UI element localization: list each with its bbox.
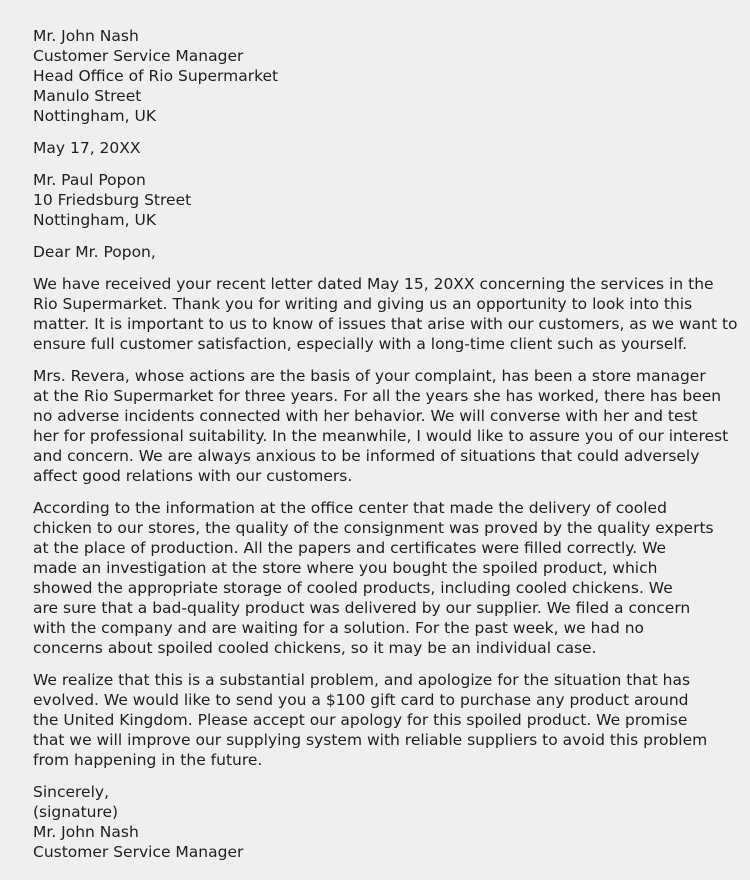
- paragraph-line: concerns about spoiled cooled chickens, so it may be an individual case.: [33, 639, 597, 657]
- body-paragraph-2: [33, 366, 728, 486]
- paragraph-line: no adverse incidents connected with her behavior. We will converse with her and test: [33, 407, 698, 425]
- paragraph-line: matter. It is important to us to know of issues that arise with our customers, as we want to: [33, 315, 738, 333]
- paragraph-line: her for professional suitability. In the meanwhile, I would like to assure you of our interest: [33, 427, 729, 445]
- salutation: Dear Mr. Popon,: [33, 243, 156, 261]
- sender-street: Manulo Street: [33, 87, 142, 105]
- signature-placeholder: (signature): [33, 803, 119, 821]
- paragraph-line: made an investigation at the store where you bought the spoiled product, which: [33, 559, 658, 577]
- letter-date-block: [33, 138, 728, 158]
- paragraph-line: at the Rio Supermarket for three years. For all the years she has worked, there has been: [33, 387, 722, 405]
- paragraph-line: that we will improve our supplying system with reliable suppliers to avoid this problem: [33, 731, 708, 749]
- closing-block: [33, 782, 728, 862]
- body-paragraph-1: [33, 274, 738, 354]
- paragraph-line: are sure that a bad-quality product was delivered by our supplier. We filed a concern: [33, 599, 691, 617]
- paragraph-line: showed the appropriate storage of cooled products, including cooled chickens. We: [33, 579, 673, 597]
- paragraph-line: We have received your recent letter dated May 15, 20XX concerning the services in the: [33, 275, 714, 293]
- sender-city: Nottingham, UK: [33, 107, 156, 125]
- paragraph-line: We realize that this is a substantial problem, and apologize for the situation that has: [33, 671, 691, 689]
- sender-address: [33, 26, 728, 126]
- body-paragraph-3: [33, 498, 728, 658]
- paragraph-line: at the place of production. All the papers and certificates were filled correctly. We: [33, 539, 667, 557]
- paragraph-line: affect good relations with our customers.: [33, 467, 353, 485]
- paragraph-line: According to the information at the office center that made the delivery of cooled: [33, 499, 667, 517]
- paragraph-line: with the company and are waiting for a solution. For the past week, we had no: [33, 619, 645, 637]
- salutation-block: [33, 242, 728, 262]
- paragraph-line: Rio Supermarket. Thank you for writing and giving us an opportunity to look into this: [33, 295, 693, 313]
- letter-date: May 17, 20XX: [33, 139, 141, 157]
- recipient-address: [33, 170, 728, 230]
- recipient-name: Mr. Paul Popon: [33, 171, 146, 189]
- paragraph-line: evolved. We would like to send you a $100 gift card to purchase any product around: [33, 691, 689, 709]
- closing-title: Customer Service Manager: [33, 843, 244, 861]
- closing-name: Mr. John Nash: [33, 823, 139, 841]
- paragraph-line: ensure full customer satisfaction, especially with a long-time client such as yourself.: [33, 335, 687, 353]
- recipient-street: 10 Friedsburg Street: [33, 191, 192, 209]
- paragraph-line: and concern. We are always anxious to be informed of situations that could adversely: [33, 447, 700, 465]
- sender-title: Customer Service Manager: [33, 47, 244, 65]
- sender-office: Head Office of Rio Supermarket: [33, 67, 279, 85]
- paragraph-line: chicken to our stores, the quality of the consignment was proved by the quality experts: [33, 519, 714, 537]
- body-paragraph-4: [33, 670, 728, 770]
- sender-name: Mr. John Nash: [33, 27, 139, 45]
- paragraph-line: Mrs. Revera, whose actions are the basis of your complaint, has been a store manager: [33, 367, 706, 385]
- recipient-city: Nottingham, UK: [33, 211, 156, 229]
- paragraph-line: the United Kingdom. Please accept our apology for this spoiled product. We promise: [33, 711, 688, 729]
- valediction: Sincerely,: [33, 783, 110, 801]
- paragraph-line: from happening in the future.: [33, 751, 263, 769]
